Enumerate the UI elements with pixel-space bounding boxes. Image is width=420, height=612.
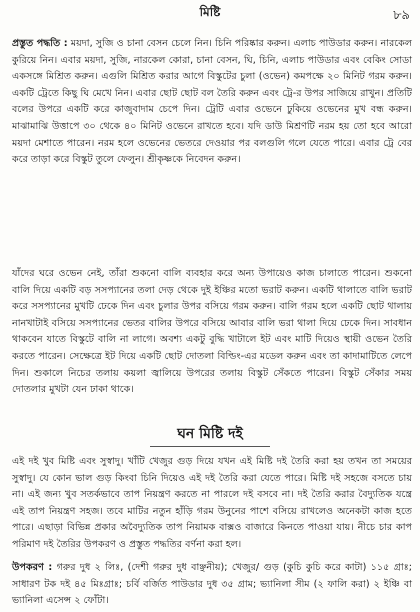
ingredients-label: উপকরণ : xyxy=(12,562,53,573)
section-divider xyxy=(150,446,270,447)
curd-intro-text: এই দই খুব মিষ্টি এবং সুস্বাদু। খাঁটি খেজুর গুড় দিয়ে যখন এই মিষ্টি দই তৈরি করা হয় তখন তা সময়ের সুস্বাদু। যে কোন ভাল গুড় কিংবা চিনি দিয়েও এই দই তৈরি করা যেতে পারে। মিষ্টি দই সহজে বসতে চায় না। এই জন্য খুব সতর্কভাবে তাপ নিয়ন্ত্রণ করতে না পারলে দই বসবে না। দই তৈরি করার বৈদ্যুতিক যন্ত্রে এই তাপ নিয়ন্ত্রণ সহজ। তবে মাটির নতুন হাঁড়ি গরম উনুনের পাশে বসিয়ে রাখলেও অনেকটা কাজ হতে পারে। এছাড়া বিভিন্ন প্রকার অবৈদ্যুতিক তাপ নিয়ামক বাক্সও বাজারে কিনতে পাওয়া যায়। নীচে চার কাপ পরিমাণ দই তৈরির উপকরণ ও প্রস্তুত পদ্ধতির বর্ণনা করা হল। xyxy=(12,456,412,550)
ingredients-text: গরুর দুধ ২ লিঃ, (দেশী গরুর দুধ বাঞ্ছনীয়); খেজুর/ গুড় (কুচি কুচি করে কাটা) ১১৫ গ্রাঃ; সাধারণ টক দই ৪৫ মিঃগ্রাঃ; চর্বি বর্জিত পাউডার দুধ ৩৫ গ্রাম; ভ্যানিলা সীম (২ ফালি করা) ২ ইঞ্চি বা ভ্যানিলা এসেন্স ২ ফোঁটা। xyxy=(12,562,413,607)
method-label: প্রস্তুত পদ্ধতি : xyxy=(12,38,68,49)
method-text: ময়দা, সুজি ও চানা বেসন চেলে নিন। চিনি পরিষ্কার করুন। এলাচ পাউডার করুন। নারকেল কুরিয়ে নিন। এবার ময়দা, সুজি, নারকেল কোরা, চানা বেসন, ঘি, চিনি, এলাচ পাউডার এবং বেকিং সোডা একসঙ্গে মিশ্রিত করুন। এগুলি মিশ্রিত করার আগে বিস্কুটের চুলা (ওভেন) কমপক্ষে ২০ মিনিট গরম করুন। একটি ট্রেতে কিছু ঘি মেখে নিন। এবার ছোট ছোট বল তৈরি করুন এবং ট্রে-র উপর সাজিয়ে রাখুন। প্রতিটি বলের উপরে একটি করে কাজুবাদাম চেপে দিন। ট্রেটি এবার ওভেনে ঢুকিয়ে ওভেনের মুখ বন্ধ করুন। মাঝামাঝি উত্তাপে ৩০ থেকে ৪০ মিনিট ওভেনে রাখতে হবে। যদি ডাউ মিশ্রণটি নরম হয় তো হবে আরো ময়দা মেশাতে পারেন। নরম হলে ওভেনের ভেতরে দেওয়ার পর বলগুলি গলে যেতে পারে। এবার ট্রে বের করে তাড়া করে বিস্কুট তুলে ফেলুন। শ্রীকৃষ্ণকে নিবেদন করুন। xyxy=(12,38,412,166)
no-oven-paragraph xyxy=(12,266,412,399)
page-number: ৮৯ xyxy=(393,8,410,23)
running-title: মিষ্টি xyxy=(199,5,221,19)
curd-intro-paragraph xyxy=(12,454,412,554)
ingredients-paragraph xyxy=(12,560,412,610)
section-title: ঘন মিষ্টি দই xyxy=(177,426,243,442)
no-oven-text: যাঁদের ঘরে ওভেন নেই, তাঁরা শুকনো বালি ব্যবহার করে অন্য উপায়েও কাজ চালাতে পারেন। শুকনো বালি দিয়ে একটি বড় সসপ্যানের তলা দেড় থেকে দুই ইঞ্চির মতো ভরাট করুন। একটি থালাতে বালি ভরাট করে সসপ্যানের মুখটি ঢেকে দিন এবং চুলার উপর বসিয়ে গরম করুন। বালি গরম হলে একটি ছোট থালায় নানখাটাই বসিয়ে সসপ্যানের ভেতর বালির উপরে বসিয়ে আবার বালি ভরা থালা দিয়ে ঢেকে দিন। সাবধান থাকবেন যাতে বিস্কুটে বালি না লাগে। অবশ্য একটু বুদ্ধি খাটালে ইট এবং মাটি দিয়েও স্থায়ী ওভেন তৈরি করতে পারেন। সেক্ষেত্রে ইট দিয়ে একটি ছোট দোতলা বিল্ডিং-এর মডেল করুন এবং তা কাদামাটিতে লেপে দিন। শুকালে নিচের তলায় কয়লা জ্বালিয়ে উপরের তলায় বিস্কুট সেঁকতে পারেন। বিস্কুট সেঁকার সময় দোতলার মুখটা যেন ঢাকা থাকে। xyxy=(12,268,412,396)
method-paragraph xyxy=(12,36,412,169)
